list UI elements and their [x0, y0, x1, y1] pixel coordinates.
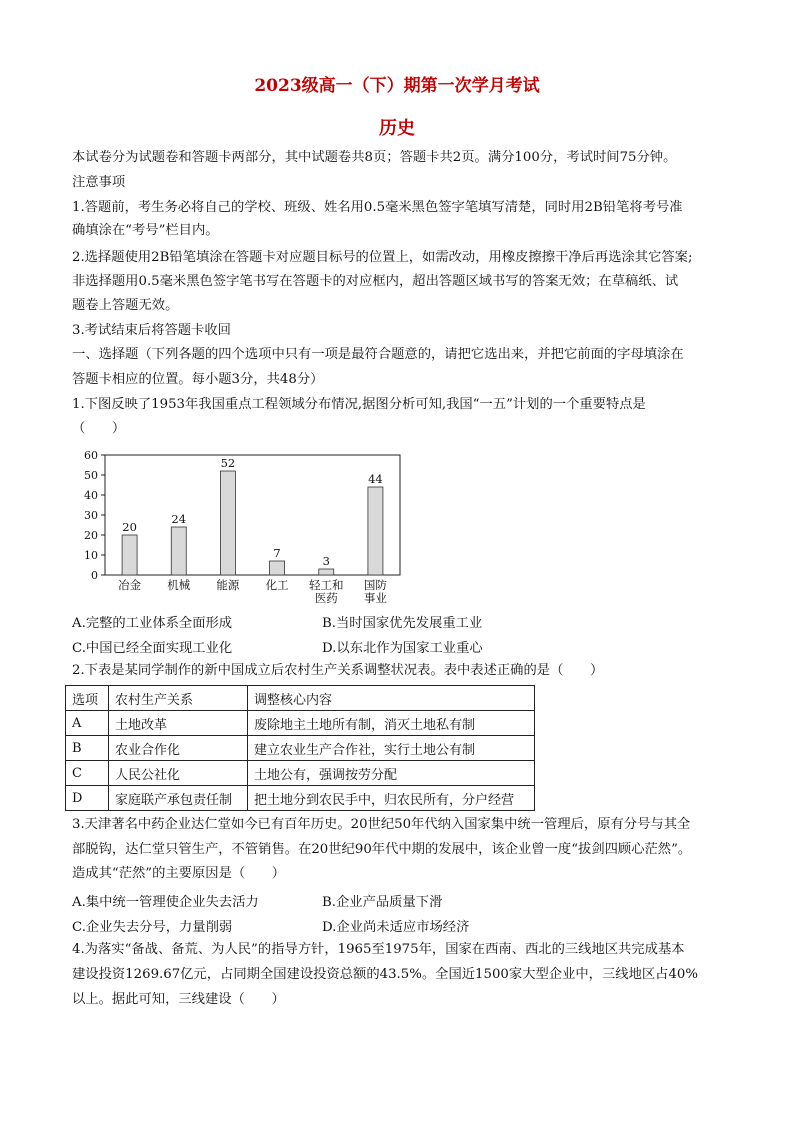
bar-value-label: 20	[122, 520, 137, 534]
bar-value-label: 7	[273, 546, 281, 560]
table-cell: 土地改革	[109, 711, 248, 736]
bar-value-label: 24	[171, 512, 187, 526]
q4-stem-c: 以上。据此可知，三线建设（ ）	[72, 992, 285, 1007]
q3-option-a: A.集中统一管理使企业失去活力	[72, 895, 259, 910]
table-cell: C	[66, 761, 109, 786]
q1-option-c: C.中国已经全面实现工业化	[72, 641, 233, 656]
intro-line: 本试卷分为试题卷和答题卡两部分，其中试题卷共8页；答题卡共2页。满分100分，考试时间75分钟。	[72, 150, 677, 165]
x-category-label: 轻工和	[309, 578, 344, 592]
table-cell: 人民公社化	[109, 761, 248, 786]
table-header-cell: 调整核心内容	[248, 686, 535, 711]
x-category-label: 冶金	[118, 578, 142, 592]
table-header-cell: 选项	[66, 686, 109, 711]
q3-option-d: D.企业尚未适应市场经济	[322, 920, 470, 935]
bar-value-label: 52	[220, 456, 236, 470]
x-category-label: 事业	[363, 591, 387, 605]
y-tick-label: 0	[91, 569, 98, 582]
bar	[220, 471, 235, 575]
bar-chart	[62, 447, 412, 605]
table-header-cell: 农村生产关系	[109, 686, 248, 711]
bar	[319, 569, 334, 575]
table-cell: D	[66, 786, 109, 811]
table-row	[66, 786, 535, 811]
bar	[270, 561, 285, 575]
table-row	[66, 736, 535, 761]
notice-2-line-b: 非选择题用0.5毫米黑色签字笔书写在答题卡的对应框内，超出答题区域书写的答案无效；在草稿纸、试	[72, 274, 679, 289]
notice-1-line-b: 确填涂在“考号”栏目内。	[72, 223, 219, 238]
notice-2-line-a: 2.选择题使用2B铅笔填涂在答题卡对应题目标号的位置上，如需改动，用橡皮擦擦干净后再选涂其它答案;	[72, 250, 693, 265]
y-tick-label: 10	[84, 549, 98, 562]
section-heading-a: 一、选择题（下列各题的四个选项中只有一项是最符合题意的，请把它选出来，并把它前面的字母填涂在	[72, 347, 684, 362]
table-row	[66, 711, 535, 736]
section-heading-b: 答题卡相应的位置。每小题3分，共48分）	[72, 372, 324, 387]
table-cell: 建立农业生产合作社，实行土地公有制	[248, 736, 535, 761]
notice-3: 3.考试结束后将答题卡收回	[72, 323, 231, 338]
table-cell: A	[66, 711, 109, 736]
x-category-label: 医药	[314, 591, 338, 605]
x-category-label: 国防	[363, 578, 387, 592]
x-category-label: 化工	[265, 578, 289, 592]
q3-stem-b: 部脱钩，达仁堂只管生产，不管销售。在20世纪90年代中期的发展中，该企业曾一度“拔剑四顾心茫然”。	[72, 842, 692, 857]
table-cell: 废除地主土地所有制，消灭土地私有制	[248, 711, 535, 736]
x-category-label: 机械	[167, 578, 191, 592]
bar	[122, 535, 137, 575]
y-tick-label: 60	[84, 449, 98, 462]
q1-option-a: A.完整的工业体系全面形成	[72, 616, 233, 631]
bar-value-label: 44	[368, 472, 383, 486]
q1-stem-b: （ ）	[72, 421, 126, 436]
notice-2-line-c: 题卷上答题无效。	[72, 298, 179, 313]
bar	[368, 487, 383, 575]
q3-stem-a: 3.天津著名中药企业达仁堂如今已有百年历史。20世纪50年代纳入国家集中统一管理后，原有分号与其全	[72, 817, 691, 832]
q1-stem-a: 1.下图反映了1953年我国重点工程领域分布情况,据图分析可知,我国“一五”计划的一个重要特点是	[72, 397, 646, 412]
q4-stem-a: 4.为落实“备战、备荒、为人民”的指导方针，1965至1975年，国家在西南、西北的三线地区共完成基本	[72, 942, 685, 957]
q2-stem: 2.下表是某同学制作的新中国成立后农村生产关系调整状况表。表中表述正确的是（ ）	[72, 663, 604, 678]
q1-option-b: B.当时国家优先发展重工业	[322, 616, 483, 631]
relations-table	[65, 685, 535, 811]
x-category-label: 能源	[216, 578, 240, 592]
bar-value-label: 3	[322, 554, 330, 568]
table-cell: 把土地分到农民手中，归农民所有，分户经营	[248, 786, 535, 811]
table-row	[66, 761, 535, 786]
y-tick-label: 40	[84, 489, 98, 502]
q4-stem-b: 建设投资1269.67亿元，占同期全国建设投资总额的43.5%。全国近1500家大型企业中，三线地区占40%	[72, 967, 699, 982]
plot-frame	[105, 455, 400, 575]
table-cell: 土地公有，强调按劳分配	[248, 761, 535, 786]
q1-option-d: D.以东北作为国家工业重心	[322, 641, 483, 656]
subject-title: 历史	[379, 118, 415, 139]
q3-stem-c: 造成其“茫然”的主要原因是（ ）	[72, 866, 286, 881]
exam-title: 2023级高一（下）期第一次学月考试	[254, 76, 540, 96]
y-tick-label: 50	[84, 469, 98, 482]
notice-1-line-a: 1.答题前，考生务必将自己的学校、班级、姓名用0.5毫米黑色签字笔填写清楚，同时用2B铅笔将考号准	[72, 200, 683, 215]
q3-option-c: C.企业失去分号，力量削弱	[72, 920, 233, 935]
q3-option-b: B.企业产品质量下滑	[322, 895, 443, 910]
table-header-row	[66, 686, 535, 711]
table-cell: B	[66, 736, 109, 761]
table-cell: 农业合作化	[109, 736, 248, 761]
table-cell: 家庭联产承包责任制	[109, 786, 248, 811]
bar	[171, 527, 186, 575]
y-tick-label: 20	[84, 529, 98, 542]
notice-heading: 注意事项	[72, 175, 126, 190]
y-tick-label: 30	[84, 509, 98, 522]
